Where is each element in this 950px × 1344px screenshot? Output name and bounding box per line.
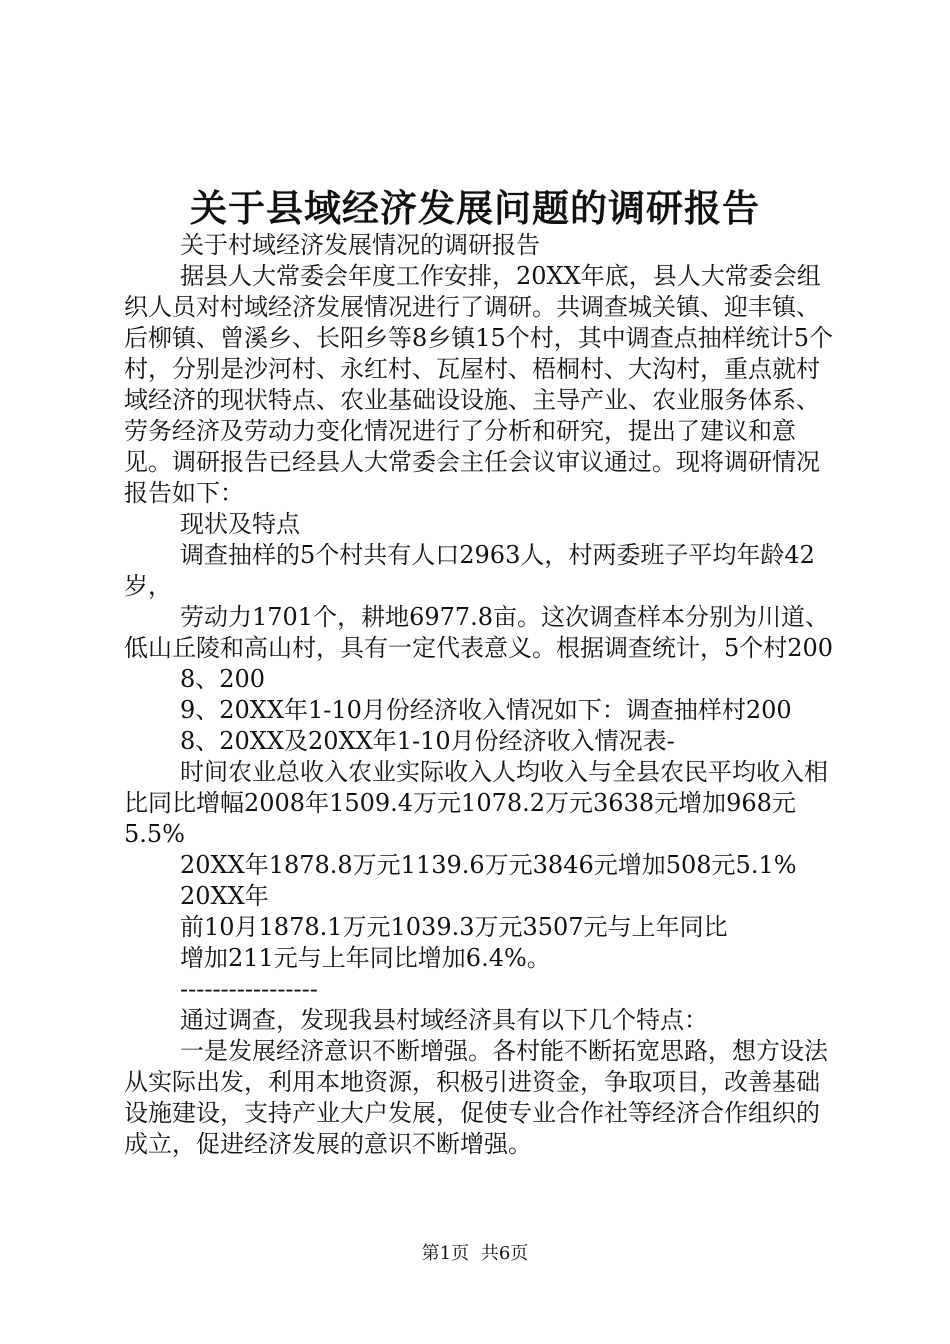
section-heading: 现状及特点 (180, 510, 300, 538)
table-row-20xx-a: 20XX年1878.8万元1139.6万元3846元增加508元5.1% (180, 851, 797, 879)
table-row-20xx-b-growth: 增加211元与上年同比增加6.4%。 (180, 944, 551, 972)
page-number: 第1页 (421, 1243, 470, 1264)
page-footer (0, 1242, 950, 1266)
table-caption: 8、20XX及20XX年1-10月份经济收入情况表- (180, 727, 675, 755)
table-row-20xx-b-year: 20XX年 (180, 882, 269, 910)
subtitle-paragraph: 关于村域经济发展情况的调研报告 (180, 231, 540, 259)
document-title: 关于县域经济发展问题的调研报告 (190, 186, 760, 230)
table-row-20xx-b-values: 前10月1878.1万元1039.3万元3507元与上年同比 (180, 913, 728, 941)
separator-line: ----------------- (180, 975, 318, 1003)
features-intro: 通过调查，发现我县村域经济具有以下几个特点： (180, 1006, 708, 1034)
table-row-2008: 时间农业总收入农业实际收入人均收入与全县农民平均收入相比同比增幅2008年1509.4万元1078.2万元3638元增加968元5.5% (124, 758, 828, 848)
year-fragment-1: 8、200 (180, 665, 266, 693)
intro-paragraph: 据县人大常委会年度工作安排，20XX年底，县人大常委会组织人员对村域经济发展情况进行了调研。共调查城关镇、迎丰镇、后柳镇、曾溪乡、长阳乡等8乡镇15个村，其中调查点抽样统计5个村，分别是沙河村、永红村、瓦屋村、梧桐村、大沟村，重点就村域经济的现状特点、农业基础设设施、主导产业、农业服务体系、劳务经济及劳动力变化情况进行了分析和研究，提出了建议和意见。调研报告已经县人大常委会主任会议审议通过。现将调研情况报告如下： (124, 262, 834, 507)
document-body (124, 230, 836, 1160)
page-total: 共6页 (480, 1243, 529, 1264)
feature-one-paragraph: 一是发展经济意识不断增强。各村能不断拓宽思路，想方设法从实际出发，利用本地资源，积极引进资金，争取项目，改善基础设施建设，支持产业大户发展，促使专业合作社等经济合作组织的成立，促进经济发展的意识不断增强。 (124, 1037, 828, 1158)
population-paragraph: 调查抽样的5个村共有人口2963人，村两委班子平均年龄42岁， (124, 541, 815, 600)
labor-paragraph: 劳动力1701个，耕地6977.8亩。这次调查样本分别为川道、低山丘陵和高山村，具有一定代表意义。根据调查统计，5个村200 (124, 603, 834, 662)
year-fragment-2: 9、20XX年1-10月份经济收入情况如下：调查抽样村200 (180, 696, 792, 724)
